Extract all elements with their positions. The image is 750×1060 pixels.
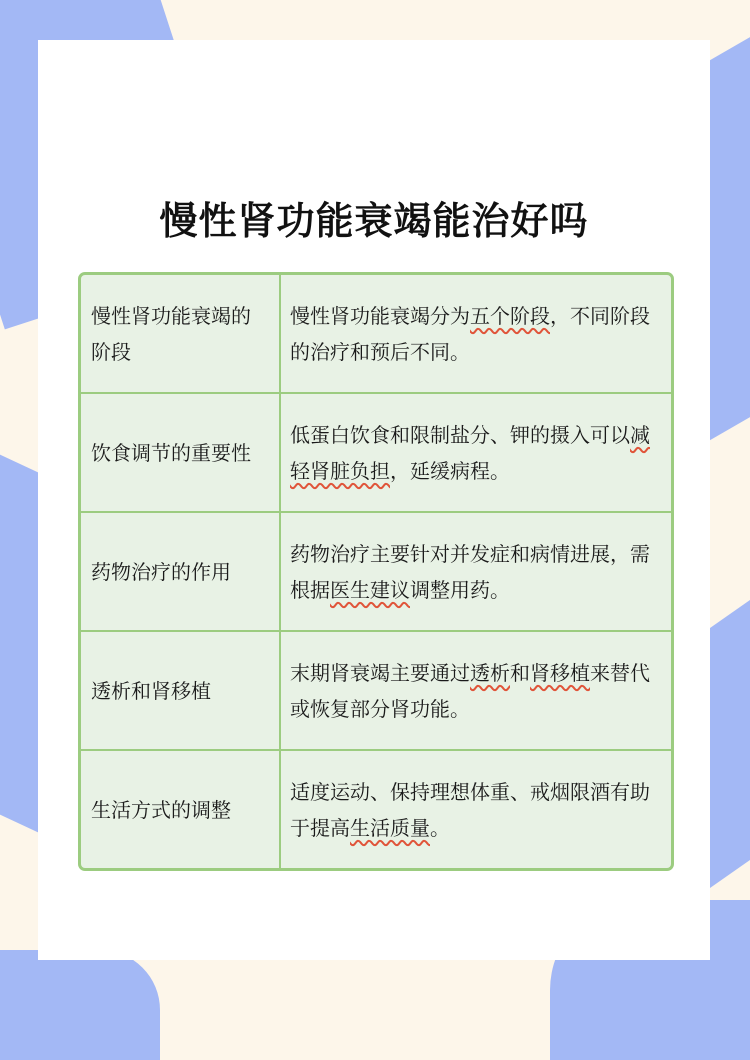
topic-cell: 慢性肾功能衰竭的阶段 [81, 275, 281, 394]
highlight-text: 五个阶段 [470, 303, 550, 328]
desc-text: 低蛋白饮食和限制盐分、钾的摄入可以 [290, 422, 630, 447]
desc-text: 药物治疗主要针对并发症和病情进展，需根据 [290, 541, 650, 602]
desc-text: ，延缓病程。 [390, 458, 510, 483]
desc-text: 调整用药。 [410, 577, 510, 602]
table-row [81, 513, 671, 632]
description-cell [281, 751, 671, 868]
highlight-text: 透析 [470, 660, 510, 685]
desc-text: 慢性肾功能衰竭分为 [290, 303, 470, 328]
highlight-text: 减轻肾脏负担 [290, 422, 650, 483]
desc-text: 末期肾衰竭主要通过 [290, 660, 470, 685]
desc-text: 适度运动、保持理想体重、戒烟限酒有助于提高 [290, 779, 650, 840]
info-table [78, 272, 674, 871]
content-card [38, 40, 710, 960]
decor-shape-bottom-left [0, 950, 160, 1060]
description-cell [281, 632, 671, 751]
table-row [81, 632, 671, 751]
description-cell [281, 394, 671, 513]
desc-text: 和 [510, 660, 530, 685]
highlight-text: 医生建议 [330, 577, 410, 602]
topic-cell: 药物治疗的作用 [81, 513, 281, 632]
topic-cell: 饮食调节的重要性 [81, 394, 281, 513]
topic-cell: 生活方式的调整 [81, 751, 281, 868]
description-cell [281, 275, 671, 394]
desc-text: 来替代或恢复部分肾功能。 [290, 660, 650, 721]
description-cell [281, 513, 671, 632]
table-row [81, 394, 671, 513]
highlight-text: 肾移植 [530, 660, 590, 685]
page-title: 慢性肾功能衰竭能治好吗 [159, 199, 589, 243]
table-row [81, 275, 671, 394]
topic-cell: 透析和肾移植 [81, 632, 281, 751]
table-row [81, 751, 671, 868]
desc-text: ，不同阶段的治疗和预后不同。 [290, 303, 650, 364]
desc-text: 。 [430, 815, 450, 840]
highlight-text: 生活质量 [350, 815, 430, 840]
